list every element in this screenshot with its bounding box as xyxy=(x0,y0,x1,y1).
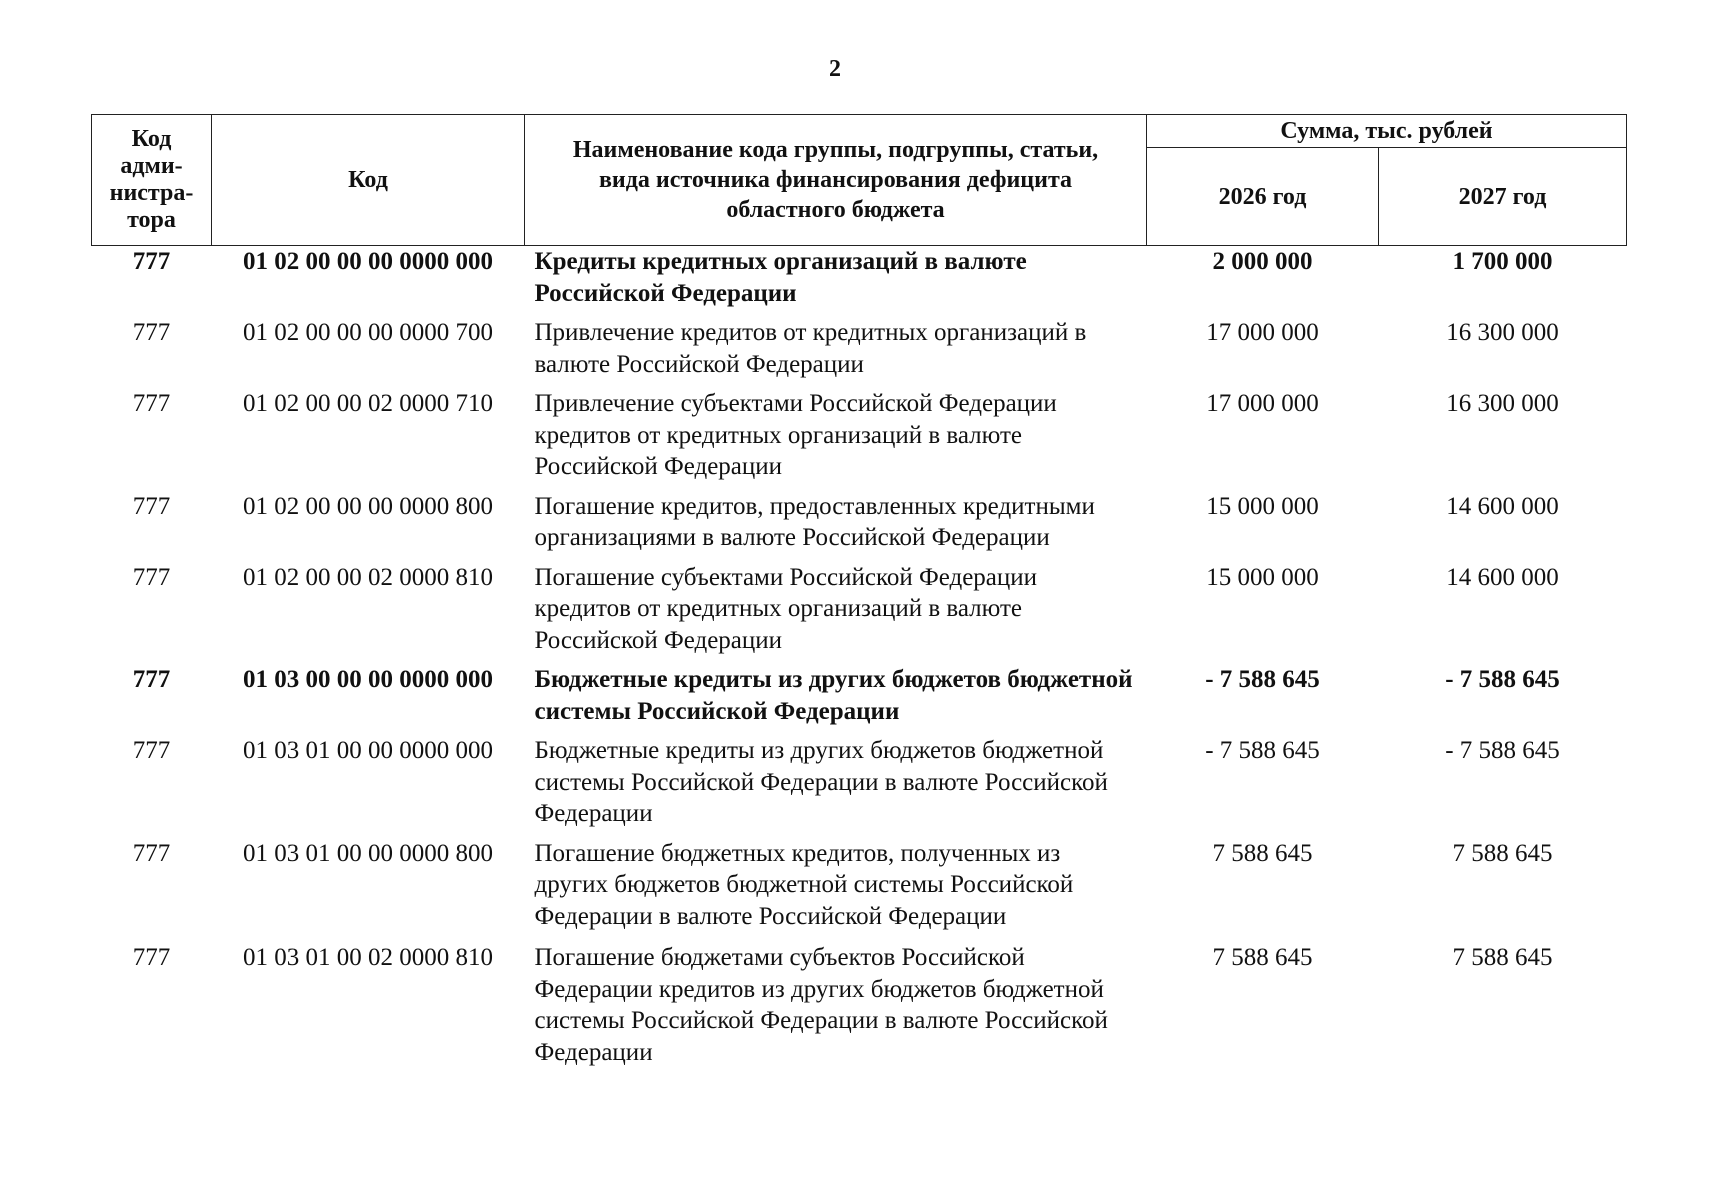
row-amount-2026: 7 588 645 xyxy=(1212,839,1313,867)
table-row xyxy=(92,487,1627,558)
row-admin-code: 777 xyxy=(132,563,171,591)
table-header xyxy=(92,115,1627,246)
table-row xyxy=(92,660,1627,731)
row-amount-2027: 7 588 645 xyxy=(1452,944,1553,971)
row-amount-2027: 1 700 000 xyxy=(1452,248,1553,275)
row-amount-2026: - 7 588 645 xyxy=(1205,737,1320,764)
row-name: Погашение бюджетных кредитов, полученных из других бюджетов бюджетной системы Российской Федерации в валюте Российской Федерации xyxy=(534,839,1074,930)
table-row xyxy=(92,834,1627,937)
row-name: Погашение субъектами Российской Федерации кредитов от кредитных организаций в валюте Российской Федерации xyxy=(534,563,1038,654)
row-amount-2027: - 7 588 645 xyxy=(1445,737,1560,764)
row-code: 01 02 00 00 00 0000 700 xyxy=(243,319,493,346)
row-amount-2027: 7 588 645 xyxy=(1452,839,1553,867)
row-name: Привлечение кредитов от кредитных организаций в валюте Российской Федерации xyxy=(534,319,1087,378)
table-row xyxy=(92,313,1627,384)
row-name: Бюджетные кредиты из других бюджетов бюджетной системы Российской Федерации xyxy=(534,666,1133,725)
row-name: Погашение бюджетами субъектов Российской Федерации кредитов из других бюджетов бюджетной системы Российской Федерации в валюте Российской Федерации xyxy=(534,944,1108,1066)
row-admin-code: 777 xyxy=(132,839,171,867)
row-code: 01 03 01 00 00 0000 800 xyxy=(243,839,493,867)
row-amount-2026: - 7 588 645 xyxy=(1205,666,1320,693)
row-code: 01 03 00 00 00 0000 000 xyxy=(243,666,493,693)
table-body xyxy=(92,246,1627,1073)
row-name: Погашение кредитов, предоставленных кредитными организациями в валюте Российской Федерации xyxy=(534,492,1095,551)
row-code: 01 02 00 00 02 0000 810 xyxy=(243,563,493,591)
table-row xyxy=(92,731,1627,834)
row-admin-code: 777 xyxy=(132,248,171,275)
header-row-top xyxy=(92,115,1627,148)
header-admin-code-line: Код xyxy=(131,126,172,152)
table-row xyxy=(92,246,1627,314)
row-name: Кредиты кредитных организаций в валюте Российской Федерации xyxy=(534,248,1027,307)
row-amount-2027: 14 600 000 xyxy=(1446,563,1559,591)
table-row xyxy=(92,384,1627,487)
row-admin-code: 777 xyxy=(132,944,171,971)
row-code: 01 02 00 00 02 0000 710 xyxy=(243,390,493,417)
row-amount-2026: 17 000 000 xyxy=(1206,390,1319,417)
row-amount-2026: 17 000 000 xyxy=(1206,319,1319,346)
header-name: Наименование кода группы, подгруппы, статьи, вида источника финансирования дефицита областного бюджета xyxy=(525,115,1147,246)
header-admin-code xyxy=(92,115,212,246)
row-amount-2027: 14 600 000 xyxy=(1446,492,1559,520)
header-year-2026: 2026 год xyxy=(1147,148,1379,246)
row-amount-2026: 15 000 000 xyxy=(1206,563,1319,591)
row-code: 01 03 01 00 02 0000 810 xyxy=(243,944,493,971)
row-code: 01 02 00 00 00 0000 000 xyxy=(243,248,493,275)
row-code: 01 03 01 00 00 0000 000 xyxy=(243,737,493,764)
row-name: Бюджетные кредиты из других бюджетов бюджетной системы Российской Федерации в валюте Российской Федерации xyxy=(534,737,1108,827)
row-admin-code: 777 xyxy=(132,737,171,764)
header-admin-code-line: нистра- xyxy=(109,180,194,206)
page-number: 2 xyxy=(829,56,841,82)
row-amount-2026: 15 000 000 xyxy=(1206,492,1319,520)
header-year-2027: 2027 год xyxy=(1379,148,1627,246)
header-admin-code-line: тора xyxy=(127,207,176,233)
row-name: Привлечение субъектами Российской Федерации кредитов от кредитных организаций в валюте Российской Федерации xyxy=(534,390,1057,480)
row-amount-2026: 2 000 000 xyxy=(1212,248,1313,275)
row-admin-code: 777 xyxy=(132,666,171,693)
header-sum: Сумма, тыс. рублей xyxy=(1147,115,1627,148)
row-amount-2026: 7 588 645 xyxy=(1212,944,1313,971)
row-admin-code: 777 xyxy=(132,319,171,346)
header-code: Код xyxy=(212,115,525,246)
row-admin-code: 777 xyxy=(132,492,171,520)
row-code: 01 02 00 00 00 0000 800 xyxy=(243,492,493,520)
financing-sources-table xyxy=(91,114,1627,1072)
row-amount-2027: 16 300 000 xyxy=(1446,390,1559,417)
table-row xyxy=(92,936,1627,1072)
row-admin-code: 777 xyxy=(132,390,171,417)
sources-table-container xyxy=(91,114,1626,1072)
table-row xyxy=(92,558,1627,661)
row-amount-2027: - 7 588 645 xyxy=(1445,666,1560,693)
row-amount-2027: 16 300 000 xyxy=(1446,319,1559,346)
header-admin-code-line: адми- xyxy=(120,153,183,179)
